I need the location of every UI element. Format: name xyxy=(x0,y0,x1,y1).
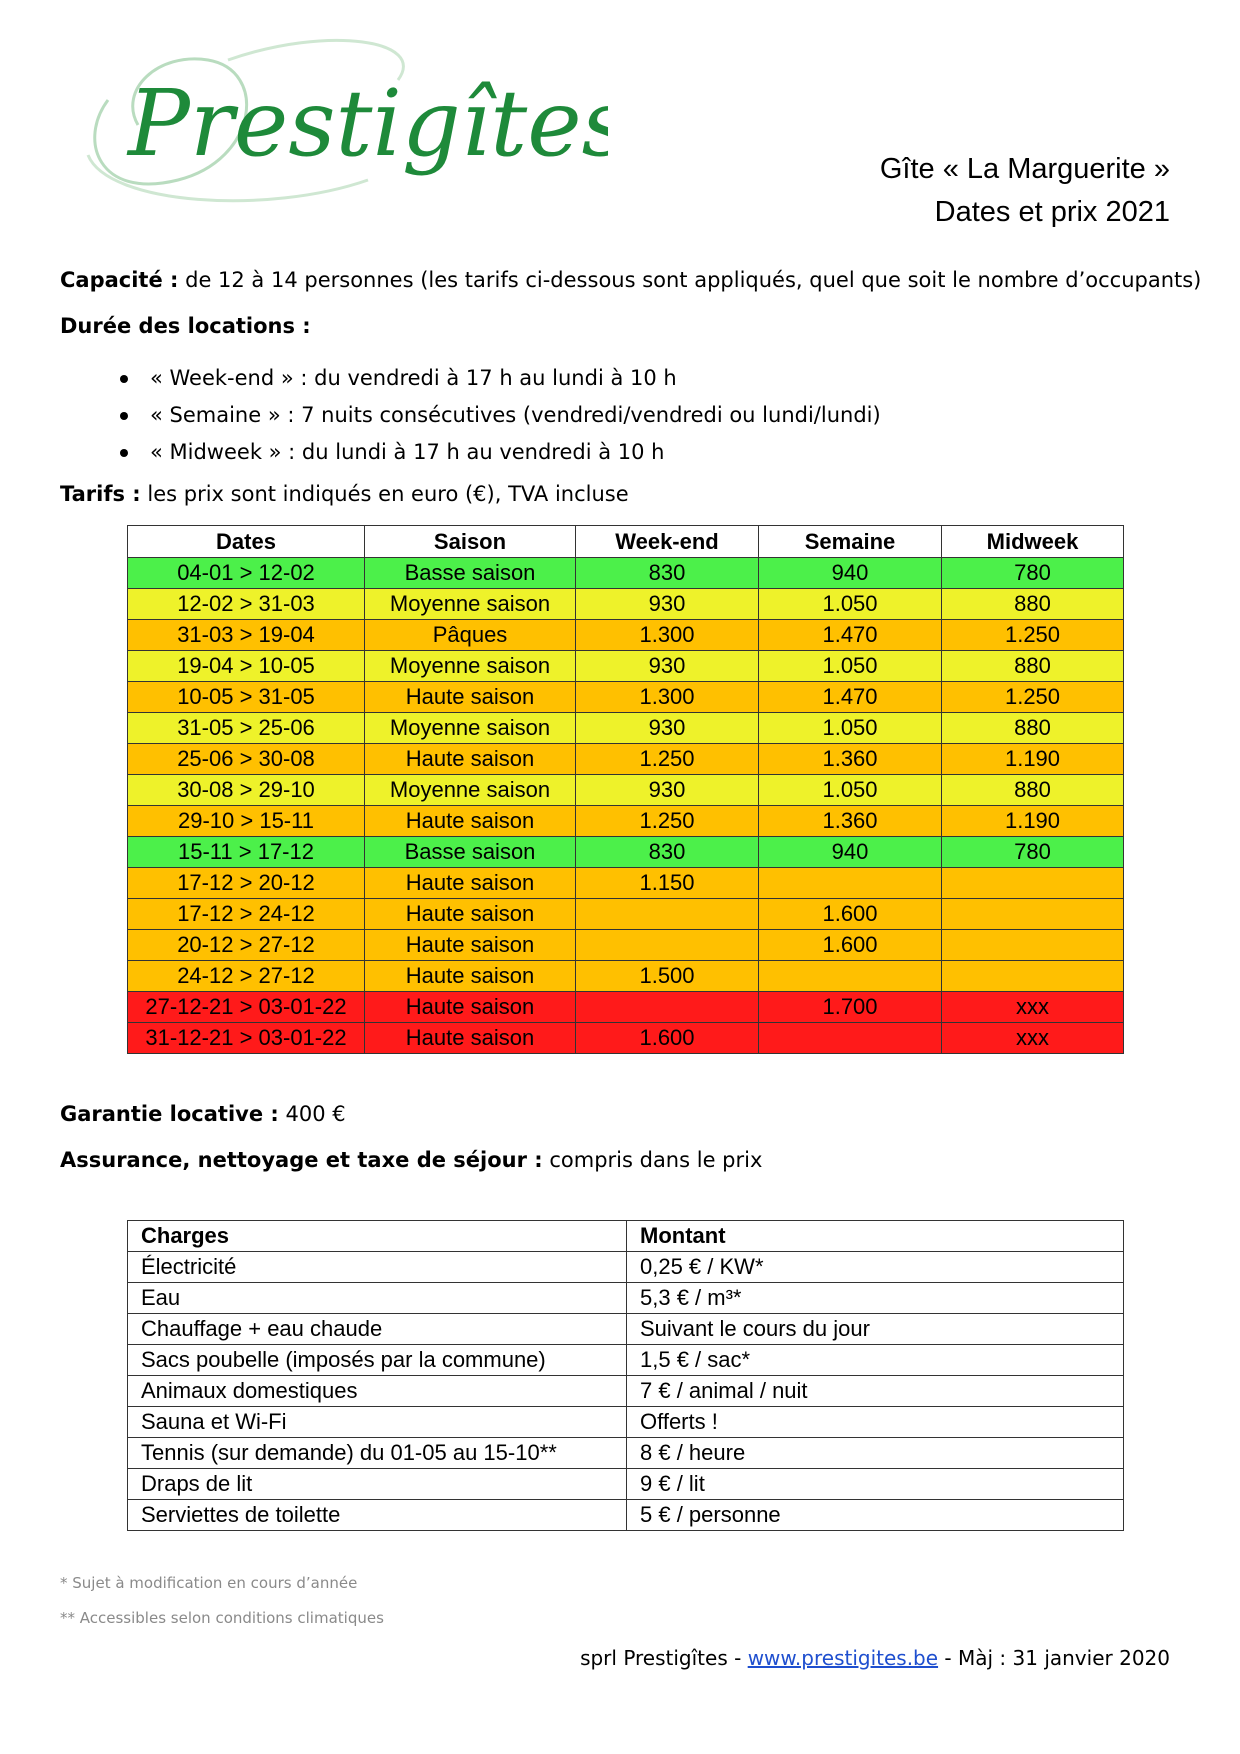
document-header xyxy=(880,148,1170,234)
table-row xyxy=(128,868,1124,899)
weekend-price-cell: 1.600 xyxy=(576,1023,759,1054)
column-header: Semaine xyxy=(759,526,942,558)
season-cell: Haute saison xyxy=(365,899,576,930)
insurance-line xyxy=(60,1146,762,1174)
duration-heading xyxy=(60,312,311,340)
midweek-price-cell: 880 xyxy=(942,589,1124,620)
midweek-price-cell xyxy=(942,930,1124,961)
footer-prefix: sprl Prestigîtes - xyxy=(580,1646,748,1670)
year-subtitle: Dates et prix 2021 xyxy=(934,196,1170,228)
charge-amount-cell: 0,25 € / KW* xyxy=(627,1252,1124,1283)
table-row xyxy=(128,744,1124,775)
page-footer xyxy=(580,1646,1170,1670)
season-cell: Haute saison xyxy=(365,992,576,1023)
table-row xyxy=(128,1023,1124,1054)
tariffs-line xyxy=(60,480,629,508)
midweek-price-cell: 1.250 xyxy=(942,682,1124,713)
table-row xyxy=(128,961,1124,992)
table-row xyxy=(128,806,1124,837)
table-row xyxy=(128,1283,1124,1314)
capacity-line xyxy=(60,266,1201,294)
midweek-price-cell xyxy=(942,899,1124,930)
midweek-price-cell: 880 xyxy=(942,775,1124,806)
duration-list xyxy=(118,360,881,471)
week-price-cell: 940 xyxy=(759,837,942,868)
weekend-price-cell: 830 xyxy=(576,837,759,868)
week-price-cell: 1.360 xyxy=(759,806,942,837)
gite-title: Gîte « La Marguerite » xyxy=(879,153,1170,185)
weekend-price-cell xyxy=(576,992,759,1023)
dates-cell: 17-12 > 24-12 xyxy=(128,899,365,930)
charge-amount-cell: 5,3 € / m³* xyxy=(627,1283,1124,1314)
season-cell: Moyenne saison xyxy=(365,589,576,620)
deposit-text: 400 € xyxy=(278,1102,346,1126)
weekend-price-cell: 930 xyxy=(576,589,759,620)
weekend-price-cell xyxy=(576,930,759,961)
week-price-cell: 1.050 xyxy=(759,713,942,744)
weekend-price-cell: 930 xyxy=(576,651,759,682)
list-item: « Semaine » : 7 nuits consécutives (vendredi/vendredi ou lundi/lundi) xyxy=(118,397,881,434)
dates-cell: 17-12 > 20-12 xyxy=(128,868,365,899)
deposit-line xyxy=(60,1100,346,1128)
season-cell: Haute saison xyxy=(365,744,576,775)
charge-name-cell: Eau xyxy=(128,1283,627,1314)
table-row xyxy=(128,558,1124,589)
footer-suffix: - Màj : 31 janvier 2020 xyxy=(938,1646,1170,1670)
weekend-price-cell: 1.300 xyxy=(576,682,759,713)
dates-cell: 31-03 > 19-04 xyxy=(128,620,365,651)
midweek-price-cell: 880 xyxy=(942,713,1124,744)
dates-cell: 31-12-21 > 03-01-22 xyxy=(128,1023,365,1054)
week-price-cell: 940 xyxy=(759,558,942,589)
column-header: Saison xyxy=(365,526,576,558)
charge-amount-cell: 8 € / heure xyxy=(627,1438,1124,1469)
table-row xyxy=(128,775,1124,806)
midweek-price-cell xyxy=(942,961,1124,992)
duration-label: Durée des locations : xyxy=(60,314,311,338)
season-cell: Pâques xyxy=(365,620,576,651)
dates-cell: 10-05 > 31-05 xyxy=(128,682,365,713)
charge-amount-cell: 1,5 € / sac* xyxy=(627,1345,1124,1376)
weekend-price-cell: 930 xyxy=(576,713,759,744)
table-row xyxy=(128,682,1124,713)
table-row xyxy=(128,837,1124,868)
table-row xyxy=(128,713,1124,744)
charge-amount-cell: 5 € / personne xyxy=(627,1500,1124,1531)
footnote-1: * Sujet à modification en cours d’année xyxy=(60,1574,358,1592)
season-cell: Haute saison xyxy=(365,868,576,899)
dates-cell: 12-02 > 31-03 xyxy=(128,589,365,620)
midweek-price-cell: xxx xyxy=(942,1023,1124,1054)
table-row xyxy=(128,1469,1124,1500)
charges-table-header xyxy=(128,1221,1124,1252)
midweek-price-cell xyxy=(942,868,1124,899)
weekend-price-cell: 1.150 xyxy=(576,868,759,899)
price-table xyxy=(127,525,1124,1054)
weekend-price-cell: 830 xyxy=(576,558,759,589)
footnote-2: ** Accessibles selon conditions climatiques xyxy=(60,1609,384,1627)
midweek-price-cell: 780 xyxy=(942,558,1124,589)
weekend-price-cell xyxy=(576,899,759,930)
column-header: Charges xyxy=(128,1221,627,1252)
table-row xyxy=(128,589,1124,620)
season-cell: Moyenne saison xyxy=(365,713,576,744)
weekend-price-cell: 1.250 xyxy=(576,744,759,775)
season-cell: Haute saison xyxy=(365,961,576,992)
week-price-cell: 1.700 xyxy=(759,992,942,1023)
week-price-cell xyxy=(759,868,942,899)
table-row xyxy=(128,1345,1124,1376)
dates-cell: 04-01 > 12-02 xyxy=(128,558,365,589)
weekend-price-cell: 930 xyxy=(576,775,759,806)
dates-cell: 15-11 > 17-12 xyxy=(128,837,365,868)
charge-name-cell: Sauna et Wi-Fi xyxy=(128,1407,627,1438)
season-cell: Haute saison xyxy=(365,806,576,837)
table-row xyxy=(128,620,1124,651)
dates-cell: 30-08 > 29-10 xyxy=(128,775,365,806)
column-header: Montant xyxy=(627,1221,1124,1252)
charge-amount-cell: 9 € / lit xyxy=(627,1469,1124,1500)
week-price-cell: 1.470 xyxy=(759,620,942,651)
midweek-price-cell: xxx xyxy=(942,992,1124,1023)
insurance-text: compris dans le prix xyxy=(542,1148,763,1172)
table-row xyxy=(128,651,1124,682)
dates-cell: 19-04 > 10-05 xyxy=(128,651,365,682)
charge-name-cell: Chauffage + eau chaude xyxy=(128,1314,627,1345)
dates-cell: 24-12 > 27-12 xyxy=(128,961,365,992)
list-item: « Week-end » : du vendredi à 17 h au lundi à 10 h xyxy=(118,360,881,397)
table-row xyxy=(128,1314,1124,1345)
charges-table xyxy=(127,1220,1124,1531)
midweek-price-cell: 1.190 xyxy=(942,744,1124,775)
deposit-label: Garantie locative : xyxy=(60,1102,279,1126)
charge-amount-cell: Offerts ! xyxy=(627,1407,1124,1438)
week-price-cell: 1.470 xyxy=(759,682,942,713)
season-cell: Moyenne saison xyxy=(365,775,576,806)
svg-text:Prestigîtes: Prestigîtes xyxy=(128,70,608,177)
table-row xyxy=(128,930,1124,961)
capacity-text: de 12 à 14 personnes (les tarifs ci-dessous sont appliqués, quel que soit le nombre d’occupants) xyxy=(178,268,1202,292)
week-price-cell: 1.050 xyxy=(759,651,942,682)
column-header: Week-end xyxy=(576,526,759,558)
column-header: Midweek xyxy=(942,526,1124,558)
table-row xyxy=(128,992,1124,1023)
table-row xyxy=(128,899,1124,930)
week-price-cell xyxy=(759,961,942,992)
table-row xyxy=(128,1407,1124,1438)
table-row xyxy=(128,1376,1124,1407)
dates-cell: 27-12-21 > 03-01-22 xyxy=(128,992,365,1023)
weekend-price-cell: 1.250 xyxy=(576,806,759,837)
tariffs-text: les prix sont indiqués en euro (€), TVA incluse xyxy=(140,482,629,506)
charge-name-cell: Sacs poubelle (imposés par la commune) xyxy=(128,1345,627,1376)
charge-amount-cell: 7 € / animal / nuit xyxy=(627,1376,1124,1407)
column-header: Dates xyxy=(128,526,365,558)
prestigites-logo xyxy=(68,30,608,230)
midweek-price-cell: 780 xyxy=(942,837,1124,868)
table-row xyxy=(128,1438,1124,1469)
list-item: « Midweek » : du lundi à 17 h au vendredi à 10 h xyxy=(118,434,881,471)
midweek-price-cell: 1.190 xyxy=(942,806,1124,837)
season-cell: Haute saison xyxy=(365,682,576,713)
season-cell: Basse saison xyxy=(365,837,576,868)
website-link[interactable]: www.prestigites.be xyxy=(747,1646,939,1670)
charge-name-cell: Électricité xyxy=(128,1252,627,1283)
week-price-cell xyxy=(759,1023,942,1054)
table-row xyxy=(128,1500,1124,1531)
charge-amount-cell: Suivant le cours du jour xyxy=(627,1314,1124,1345)
midweek-price-cell: 880 xyxy=(942,651,1124,682)
midweek-price-cell: 1.250 xyxy=(942,620,1124,651)
tariffs-label: Tarifs : xyxy=(60,482,141,506)
weekend-price-cell: 1.300 xyxy=(576,620,759,651)
season-cell: Basse saison xyxy=(365,558,576,589)
charge-name-cell: Serviettes de toilette xyxy=(128,1500,627,1531)
season-cell: Haute saison xyxy=(365,930,576,961)
season-cell: Haute saison xyxy=(365,1023,576,1054)
dates-cell: 25-06 > 30-08 xyxy=(128,744,365,775)
insurance-label: Assurance, nettoyage et taxe de séjour : xyxy=(60,1148,543,1172)
season-cell: Moyenne saison xyxy=(365,651,576,682)
dates-cell: 29-10 > 15-11 xyxy=(128,806,365,837)
week-price-cell: 1.050 xyxy=(759,775,942,806)
table-row xyxy=(128,1252,1124,1283)
capacity-label: Capacité : xyxy=(60,268,179,292)
dates-cell: 31-05 > 25-06 xyxy=(128,713,365,744)
dates-cell: 20-12 > 27-12 xyxy=(128,930,365,961)
week-price-cell: 1.600 xyxy=(759,930,942,961)
price-table-header xyxy=(128,526,1124,558)
week-price-cell: 1.050 xyxy=(759,589,942,620)
charge-name-cell: Draps de lit xyxy=(128,1469,627,1500)
week-price-cell: 1.360 xyxy=(759,744,942,775)
week-price-cell: 1.600 xyxy=(759,899,942,930)
charge-name-cell: Tennis (sur demande) du 01-05 au 15-10** xyxy=(128,1438,627,1469)
weekend-price-cell: 1.500 xyxy=(576,961,759,992)
charge-name-cell: Animaux domestiques xyxy=(128,1376,627,1407)
